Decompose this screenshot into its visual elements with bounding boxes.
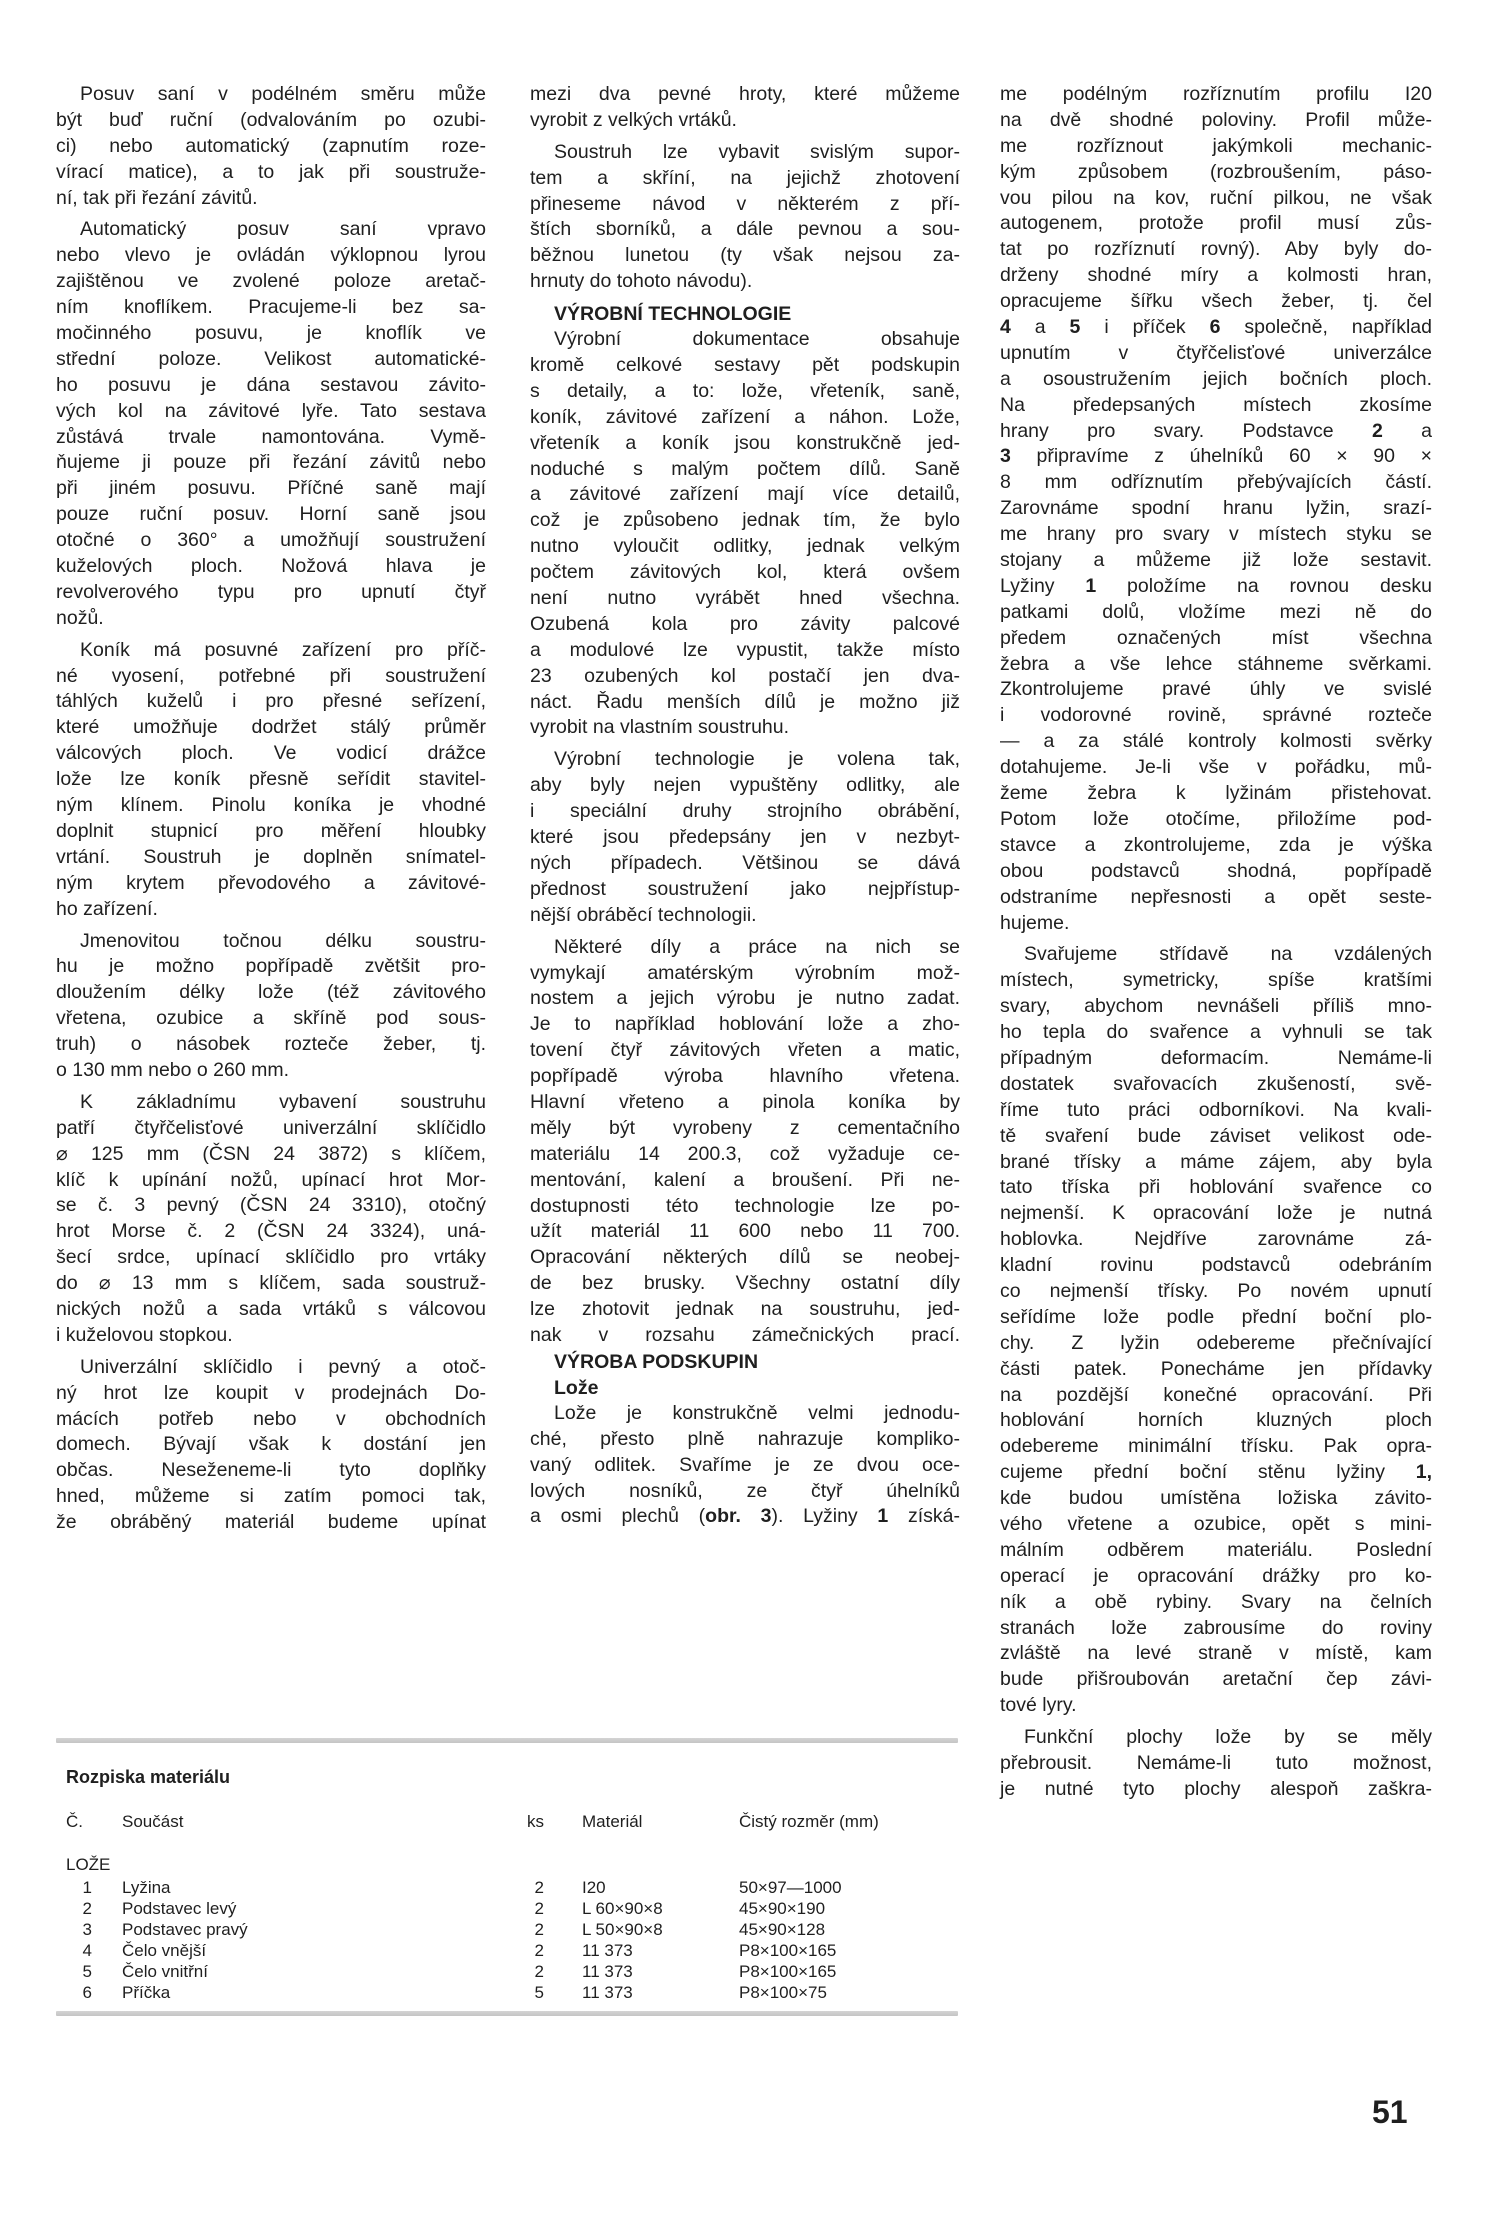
text-line: dostatek svařovacích zkušeností, svě-	[1000, 1072, 1432, 1095]
text-line: nebo vlevo je ovládán výklopnou lyrou	[56, 244, 486, 267]
text-line: Posuv saní v podélném směru může	[80, 83, 486, 105]
cell-qty: 2	[534, 1962, 544, 1981]
cell-part: Příčka	[122, 1983, 171, 2002]
table-top-rule	[56, 1738, 958, 1743]
text-line: vřetena, ozubice a skříně pod sous-	[56, 1007, 486, 1030]
text-line: stranách lože zabrousíme do roviny	[1000, 1616, 1432, 1639]
text-line: je nutné tyto plochy alespoň zaškra-	[1000, 1777, 1432, 1800]
text-line: vírací matice), a to jak při soustruže-	[56, 160, 486, 183]
text-line: odebereme minimální třísku. Pak opra-	[1000, 1435, 1432, 1458]
text-line: — a za stálé kontroly kolmosti svěrky	[1000, 730, 1432, 753]
text-line: občas. Neseženeme-li tyto doplňky	[56, 1459, 486, 1482]
cell-dimension: 50×97—1000	[739, 1878, 842, 1897]
text-line: stavce a zkontrolujeme, zda je výška	[1000, 833, 1432, 856]
text-line: patkami dolů, vložíme mezi ně do	[1000, 600, 1432, 623]
table-bottom-rule	[56, 2011, 958, 2016]
text-line: stojany a můžeme již lože sestavit.	[1000, 549, 1432, 572]
text-line: střední poloze. Velikost automatické-	[56, 347, 486, 370]
text-line: patří čtyřčelisťové univerzální sklíčidlo	[56, 1116, 486, 1139]
text-line: přednost soustružení jako nejpřístup-	[530, 877, 960, 900]
text-line: domech. Bývají však k dostání jen	[56, 1433, 486, 1456]
cell-no: 6	[82, 1983, 92, 2002]
table-body	[56, 1877, 958, 2003]
text-line: do ⌀ 13 mm s klíčem, sada soustruž-	[56, 1272, 486, 1295]
text-line: Potom lože otočíme, přiložíme pod-	[1000, 807, 1432, 830]
text-line: vymykají amatérským výrobním mož-	[530, 961, 960, 984]
text-line: hu je možno popřípadě zvětšit pro-	[56, 955, 486, 978]
text-column-2	[530, 82, 960, 1530]
text-line: Je to například hoblování lože a zho-	[530, 1013, 960, 1036]
table-row	[56, 1919, 958, 1940]
text-line: otočné o 360° a umožňují soustružení	[56, 529, 486, 552]
text-line: me podélným rozříznutím profilu I20	[1000, 83, 1432, 105]
text-line: vyrobit na vlastním soustruhu.	[530, 716, 790, 739]
cell-part: Lyžina	[122, 1878, 171, 1897]
section-heading: VÝROBA PODSKUPIN	[554, 1350, 759, 1373]
text-line: ňujeme ji pouze při řezání závitů nebo	[56, 451, 486, 474]
text-line: zůstává trvale namontována. Vymě-	[56, 425, 486, 448]
text-line: 3 připravíme z úhelníků 60 × 90 ×	[1000, 445, 1432, 468]
cell-dimension: P8×100×165	[739, 1962, 837, 1981]
text-line: místech, symetricky, spíše kratšími	[1000, 969, 1432, 992]
table-row	[56, 1877, 958, 1898]
text-line: ho tepla do svařence a vyhnuli se tak	[1000, 1021, 1432, 1044]
text-line: klíč k upínání nožů, upínací hrot Mor-	[56, 1168, 486, 1191]
cell-no: 5	[82, 1962, 92, 1981]
text-line: me hrany pro svary v místech styku se	[1000, 523, 1432, 546]
cell-no: 2	[82, 1899, 92, 1918]
text-line: me rozříznout jakýmkoli mechanic-	[1000, 134, 1432, 157]
text-line: nější obráběcí technologii.	[530, 903, 757, 926]
text-line: obou podstavců shodná, popřípadě	[1000, 859, 1432, 882]
text-line: Automatický posuv saní vpravo	[80, 218, 486, 241]
table-title: Rozpiska materiálu	[66, 1767, 231, 1787]
text-line: málním odběrem materiálu. Poslední	[1000, 1538, 1432, 1561]
text-line: 23 ozubených kol postačí jen dva-	[530, 664, 960, 687]
cell-qty: 2	[534, 1920, 544, 1939]
text-line: být buď ruční (odvalováním po ozubi-	[56, 108, 486, 131]
text-line: revolverového typu pro upnutí čtyř	[56, 580, 486, 603]
text-line: běžnou lunetou (ty však nejsou za-	[530, 244, 960, 267]
text-line: drženy shodné míry a kolmosti hran,	[1000, 264, 1432, 287]
text-line: táhlých kuželů i pro přesné seřízení,	[56, 690, 486, 713]
header-qty: ks	[527, 1812, 544, 1831]
text-line: kým způsobem (rozbroušením, páso-	[1000, 160, 1432, 183]
section-heading: Lože	[554, 1376, 599, 1399]
cell-qty: 2	[534, 1878, 544, 1897]
text-line: které jsou předepsány jen v nezbyt-	[530, 826, 960, 849]
text-line: upnutím v čtyřčelisťové univerzálce	[1000, 341, 1432, 364]
section-heading: VÝROBNÍ TECHNOLOGIE	[554, 303, 792, 326]
text-line: truh) o násobek rozteče žeber, tj.	[56, 1033, 486, 1056]
cell-dimension: P8×100×165	[739, 1941, 837, 1960]
text-line: 8 mm odříznutím přebývajících částí.	[1000, 471, 1432, 494]
text-line: že obráběný materiál budeme upínat	[56, 1511, 486, 1534]
text-line: ník a obě rybiny. Svary na čelních	[1000, 1590, 1432, 1613]
text-line: co nejmenší třísky. Po novém upnutí	[1000, 1279, 1432, 1302]
text-line: operací je opracování drážky pro ko-	[1000, 1564, 1432, 1587]
cell-no: 4	[82, 1941, 92, 1960]
cell-part: Podstavec pravý	[122, 1920, 248, 1939]
text-line: kuželových ploch. Nožová hlava je	[56, 555, 486, 578]
text-line: i vodorovné rovině, správné rozteče	[1000, 704, 1432, 727]
text-column-1	[56, 82, 486, 1536]
text-line: mezi dva pevné hroty, které můžeme	[530, 83, 960, 105]
table-row	[56, 1898, 958, 1919]
text-line: ný hrot lze koupit v prodejnách Do-	[56, 1381, 486, 1404]
text-line: tem a skříní, na jejichž zhotovení	[530, 166, 960, 189]
text-line: Zkontrolujeme pravé úhly ve svislé	[1000, 678, 1432, 701]
text-line: cujeme přední boční stěnu lyžiny 1,	[1000, 1461, 1432, 1484]
text-line: hoblování horních kluzných ploch	[1000, 1409, 1432, 1432]
text-line: Univerzální sklíčidlo i pevný a otoč-	[80, 1355, 486, 1378]
text-line: žeme žebra k lyžinám přistehovat.	[1000, 782, 1432, 805]
text-line: a osoustružením jejich bočních ploch.	[1000, 367, 1432, 390]
text-line: žebra a vše lehce stáhneme svěrkami.	[1000, 652, 1432, 675]
text-line: případným deformacím. Nemáme-li	[1000, 1046, 1432, 1069]
cell-qty: 2	[534, 1899, 544, 1918]
text-line: ⌀ 125 mm (ČSN 24 3872) s klíčem,	[56, 1142, 486, 1165]
text-line: o 130 mm nebo o 260 mm.	[56, 1058, 290, 1081]
cell-dimension: 45×90×128	[739, 1920, 826, 1939]
text-line: aby byly nejen vypuštěny odlitky, ale	[530, 774, 960, 797]
text-line: dloužením délky lože (též závitového	[56, 981, 486, 1004]
text-line: Opracování některých dílů se neobej-	[530, 1246, 960, 1269]
text-line: ných případech. Většinou se dává	[530, 851, 960, 874]
text-line: noduché s malým počtem dílů. Saně	[530, 457, 960, 480]
text-line: Na předepsaných místech zkosíme	[1000, 393, 1432, 416]
text-line: vyrobit z velkých vrtáků.	[530, 108, 737, 131]
text-line: zvláště na levé straně v místě, kam	[1000, 1642, 1432, 1665]
header-dimension: Čistý rozměr (mm)	[739, 1812, 879, 1831]
text-line: nických nožů a sada vrtáků s válcovou	[56, 1297, 486, 1320]
text-line: svary, abychom nevnášeli příliš mno-	[1000, 995, 1432, 1018]
text-line: nutno vyloučit odlitky, jednak velkým	[530, 535, 960, 558]
text-line: vého vřetene a ozubice, opět s mini-	[1000, 1512, 1432, 1535]
text-line: šecí srdce, upínací sklíčidlo pro vrtáky	[56, 1246, 486, 1269]
text-line: lových nosníků, ze čtyř úhelníků	[530, 1479, 960, 1502]
table-row	[56, 1961, 958, 1982]
text-line: né vyosení, potřebné při soustružení	[56, 664, 486, 687]
text-column-3	[1000, 82, 1432, 1803]
text-line: říme tuto práci odborníkovi. Na kvali-	[1000, 1098, 1432, 1121]
cell-part: Podstavec levý	[122, 1899, 237, 1918]
text-line: Zarovnáme spodní hranu lyžin, srazí-	[1000, 497, 1432, 520]
text-line: s detaily, a to: lože, vřeteník, saně,	[530, 379, 960, 402]
materials-table	[56, 1738, 958, 2016]
cell-material: L 50×90×8	[582, 1920, 663, 1939]
text-line: Soustruh lze vybavit svislým supor-	[554, 140, 960, 163]
text-line: zajištěnou ve zvolené poloze aretač-	[56, 270, 486, 293]
cell-no: 3	[82, 1920, 92, 1939]
text-line: K základnímu vybavení soustruhu	[80, 1090, 486, 1113]
text-line: Jmenovitou točnou délku soustru-	[80, 929, 486, 952]
text-line: není nutno vyrábět hned všechna.	[530, 587, 960, 610]
cell-part: Čelo vnitřní	[122, 1962, 208, 1981]
text-line: autogenem, protože profil musí zůs-	[1000, 212, 1432, 235]
cell-dimension: P8×100×75	[739, 1983, 827, 2002]
text-line: ným klínem. Pinolu koníka je vhodné	[56, 794, 486, 817]
text-line: vaný odlitek. Svaříme je ze dvou oce-	[530, 1453, 960, 1476]
text-line: ci) nebo automatický (zapnutím roze-	[56, 134, 486, 157]
text-line: Svařujeme střídavě na vzdálených	[1024, 943, 1432, 966]
text-line: hujeme.	[1000, 911, 1070, 934]
text-line: ním knoflíkem. Pracujeme-li bez sa-	[56, 296, 486, 319]
cell-no: 1	[82, 1878, 92, 1897]
text-line: a osmi plechů (obr. 3). Lyžiny 1 získá-	[530, 1505, 960, 1528]
text-line: odstraníme nepřesnosti a opět seste-	[1000, 885, 1432, 908]
text-line: což je způsobeno jednak tím, že bylo	[530, 509, 960, 532]
text-line: tové lyry.	[1000, 1694, 1077, 1717]
text-line: Některé díly a práce na nich se	[554, 935, 960, 958]
table-row	[56, 1940, 958, 1961]
text-line: lože lze koník přesně seřídit stavitel-	[56, 768, 486, 791]
cell-material: 11 373	[582, 1941, 633, 1960]
cell-dimension: 45×90×190	[739, 1899, 826, 1918]
text-line: Funkční plochy lože by se měly	[1024, 1726, 1432, 1749]
text-line: Výrobní technologie je volena tak,	[554, 748, 960, 771]
text-line: mentování, kalení a broušení. Při ne-	[530, 1168, 960, 1191]
text-line: počtem závitových kol, která ovšem	[530, 561, 960, 584]
header-material: Materiál	[582, 1812, 643, 1831]
text-line: brané třísky a máme zájem, aby byla	[1000, 1150, 1432, 1173]
text-line: tě svaření bude záviset velikost ode-	[1000, 1124, 1432, 1147]
text-line: a závitové zařízení mají více detailů,	[530, 483, 960, 506]
text-line: hrot Morse č. 2 (ČSN 24 3324), uná-	[56, 1220, 486, 1243]
text-line: na pozdější konečné opracování. Při	[1000, 1383, 1432, 1406]
text-line: kladní rovinu podstavců odebráním	[1000, 1254, 1432, 1277]
text-line: doplnit stupnicí pro měření hloubky	[56, 819, 486, 842]
table-header-row	[56, 1811, 958, 1837]
text-line: přineseme návod v některém z pří-	[530, 192, 960, 215]
cell-qty: 2	[534, 1941, 544, 1960]
text-line: Lyžiny 1 položíme na rovnou desku	[1000, 574, 1432, 597]
text-line: na dvě shodné poloviny. Profil může-	[1000, 108, 1432, 131]
text-line: vou pilou na kov, ruční pilkou, ne však	[1000, 186, 1432, 209]
text-line: kde budou umístěna ložiska závito-	[1000, 1487, 1432, 1510]
text-line: i kuželovou stopkou.	[56, 1323, 233, 1346]
text-line: kromě celkové sestavy pět podskupin	[530, 354, 960, 377]
text-line: materiálu 14 200.3, což vyžaduje ce-	[530, 1142, 960, 1165]
text-line: dostupnosti této technologie lze po-	[530, 1194, 960, 1217]
text-line: hoblovka. Nejdříve zarovnáme zá-	[1000, 1228, 1432, 1251]
text-line: předem označených míst všechna	[1000, 626, 1432, 649]
text-line: nak v rozsahu zámečnických prací.	[530, 1323, 960, 1346]
text-line: části patek. Ponecháme jen přídavky	[1000, 1357, 1432, 1380]
text-line: chy. Z lyžin odebereme přečnívající	[1000, 1331, 1432, 1354]
cell-material: L 60×90×8	[582, 1899, 663, 1918]
text-line: koník, závitové zařízení a náhon. Lože,	[530, 405, 960, 428]
text-line: bude přišroubován aretační čep závi-	[1000, 1668, 1432, 1691]
text-line: Hlavní vřeteno a pinola koníka by	[530, 1090, 960, 1113]
cell-material: 11 373	[582, 1983, 633, 2002]
header-no: Č.	[66, 1812, 83, 1831]
cell-material: 11 373	[582, 1962, 633, 1981]
text-line: ché, přesto plně nahrazuje kompliko-	[530, 1427, 960, 1450]
table-row	[56, 1982, 958, 2003]
text-line: hrnuty do tohoto návodu).	[530, 270, 753, 293]
text-line: Ozubená kola pro závity palcové	[530, 612, 960, 635]
text-line: ní, tak při řezání závitů.	[56, 186, 258, 209]
text-line: de bez brusky. Všechny ostatní díly	[530, 1272, 960, 1295]
text-line: hned, můžeme si zatím pomoci tak,	[56, 1485, 486, 1508]
text-line: mácích potřeb nebo v obchodních	[56, 1407, 486, 1430]
text-line: 4 a 5 i příček 6 společně, například	[1000, 316, 1433, 339]
text-line: hrany pro svary. Podstavce 2 a	[1000, 419, 1433, 442]
cell-qty: 5	[534, 1983, 544, 2002]
text-line: popřípadě výroba hlavního vřetena.	[530, 1065, 960, 1088]
text-line: vřeteník a koník jsou konstrukčně jed-	[530, 431, 960, 454]
text-line: přebrousit. Nemáme-li tuto možnost,	[1000, 1752, 1432, 1774]
text-line: ným krytem převodového a závitové-	[56, 871, 486, 894]
text-line: lze zhotovit jednak na soustruhu, jed-	[530, 1298, 960, 1321]
text-line: tat po rozříznutí rovný). Aby byly do-	[1000, 238, 1432, 261]
text-line: ho zařízení.	[56, 897, 158, 920]
text-line: vrtání. Soustruh je doplněn snímatel-	[56, 845, 486, 868]
text-line: Koník má posuvné zařízení pro příč-	[80, 638, 486, 661]
header-part: Součást	[122, 1812, 184, 1831]
text-line: válcových ploch. Ve vodicí drážce	[56, 742, 486, 765]
text-line: a modulové lze vypustit, takže místo	[530, 638, 960, 661]
text-line: tovení čtyř závitových vřeten a matic,	[530, 1039, 960, 1062]
text-line: nostem a jejich výrobu je nutno zadat.	[530, 987, 960, 1010]
text-line: pouze ruční posuv. Horní saně jsou	[56, 503, 486, 526]
text-line: které umožňuje dodržet stálý průměr	[56, 716, 486, 739]
text-line: nožů.	[56, 606, 104, 629]
text-line: nejmenší. K opracování lože je nutná	[1000, 1202, 1432, 1225]
cell-material: I20	[582, 1878, 606, 1897]
text-line: Lože je konstrukčně velmi jednodu-	[554, 1401, 960, 1424]
text-line: užít materiál 11 600 nebo 11 700.	[530, 1220, 960, 1243]
page-number: 51	[1372, 2094, 1408, 2130]
text-line: i speciální druhy strojního obrábění,	[530, 800, 960, 823]
text-line: měly být vyrobeny z cementačního	[530, 1116, 960, 1139]
text-line: ho posuvu je dána sestavou závito-	[56, 373, 486, 396]
text-line: štích sborníků, a dále pevnou a sou-	[530, 218, 960, 241]
text-line: se č. 3 pevný (ČSN 24 3310), otočný	[56, 1194, 486, 1217]
text-line: náct. Řadu menších dílů je možno již	[530, 690, 960, 713]
cell-part: Čelo vnější	[122, 1941, 207, 1960]
text-line: tato tříska při hoblování svařence co	[1000, 1176, 1432, 1199]
text-line: při jiném posuvu. Příčné saně mají	[56, 477, 486, 500]
text-line: vých kol na závitové lyře. Tato sestava	[56, 399, 486, 422]
text-line: seřídíme lože podle přední boční plo-	[1000, 1305, 1432, 1328]
text-line: opracujeme šířku všech žeber, tj. čel	[1000, 290, 1432, 313]
text-line: močinného posuvu, je knoflík ve	[56, 322, 486, 345]
text-line: dotahujeme. Je-li vše v pořádku, mů-	[1000, 756, 1432, 779]
text-line: Výrobní dokumentace obsahuje	[554, 328, 960, 351]
table-group-label: LOŽE	[66, 1855, 111, 1874]
